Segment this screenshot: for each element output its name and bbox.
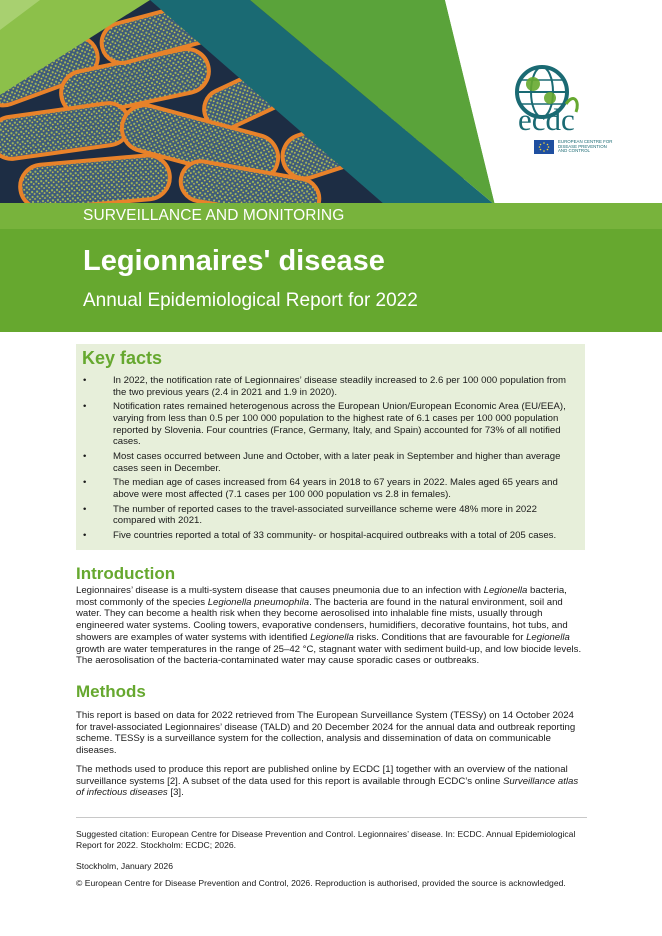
bullet-icon: • xyxy=(83,477,87,489)
introduction-heading: Introduction xyxy=(76,564,176,583)
page-subtitle: Annual Epidemiological Report for 2022 xyxy=(83,290,418,311)
methods-paragraph-2: The methods used to produce this report are published online by ECDC [1] together with an overview of the national surveillance systems [2]. A subset of the data used for this report is available through ECDC’s online Surveillance atlas of infectious diseases [3]. xyxy=(76,764,579,799)
list-item: • The median age of cases increased from 64 years in 2018 to 67 years in 2022. Males aged 65 years and above were most affected (7.1 cases per 100 000 population vs 2.8 in females). xyxy=(83,477,558,500)
bullet-icon: • xyxy=(83,450,87,462)
section-band xyxy=(0,203,662,229)
copyright-text: © European Centre for Disease Prevention and Control, 2026. Reproduction is authorised, provided the source is acknowledged. xyxy=(76,878,566,888)
key-facts-box xyxy=(76,344,585,550)
place-date: Stockholm, January 2026 xyxy=(76,861,173,871)
ecdc-logo xyxy=(510,62,622,162)
citation-text: Suggested citation: European Centre for Disease Prevention and Control. Legionnaires’ disease. In: ECDC. Annual Epidemiological Report for 2022. Stockholm: ECDC; 2026. xyxy=(76,829,576,850)
logo-wordmark: ecdc xyxy=(518,102,575,137)
methods-paragraph-1: This report is based on data for 2022 retrieved from The European Surveillance System (TESSy) on 14 October 2024 for travel-associated Legionnaires’ disease (TALD) and 20 December 2024 for the annual data and outbreak reporting scheme. TESSy is a surveillance system for the collection, analysis and dissemination of data on communicable diseases. xyxy=(76,710,576,757)
page-title: Legionnaires' disease xyxy=(83,245,385,277)
key-facts-heading: Key facts xyxy=(82,348,163,368)
list-item: • Five countries reported a total of 33 community- or hospital-acquired outbreaks with a total of 205 cases. xyxy=(83,530,557,542)
key-facts-list xyxy=(76,375,585,545)
footer-divider xyxy=(76,817,587,818)
list-item: • Notification rates remained heterogenous across the European Union/European Economic Area (EU/EEA), varying from less than 0.5 per 100 000 population to the highest rate of 6.1 cases per 100 000 population reported by Slovenia. Four countries (France, Germany, Italy, and Spain) accounted for 73% of all notified cases. xyxy=(83,401,566,448)
bullet-icon: • xyxy=(83,503,87,515)
atlas-link[interactable]: Surveillance atlas of infectious diseases xyxy=(76,775,579,799)
list-item: • The number of reported cases to the travel-associated surveillance scheme were 48% more in 2022 compared with 2021. xyxy=(83,503,537,527)
section-label: SURVEILLANCE AND MONITORING xyxy=(83,207,345,224)
list-item: • Most cases occurred between June and October, with a later peak in September and higher than average cases seen in December. xyxy=(83,450,561,474)
bullet-icon: • xyxy=(83,401,87,413)
introduction-paragraph: Legionnaires’ disease is a multi-system disease that causes pneumonia due to an infection with Legionella bacteria, most commonly of the species Legionella pneumophila. The bacteria are found in the natural environment, soil and water. They can become a health risk when they become aerosolised into inhalable fine mists, usually through engineered water systems. Cooling towers, evaporative condensers, humidifiers, decorative fountains, hot tubs, and showers are examples of water systems with identified Legionella risks. Conditions that are favourable for Legionella growth are water temperatures in the range of 25–42 °C, stagnant water with sediment build-up, and low biocide levels. The aerosolisation of the bacteria-contaminated water may cause sporadic cases or outbreaks. xyxy=(76,585,582,667)
bullet-icon: • xyxy=(83,375,87,386)
bullet-icon: • xyxy=(83,530,87,542)
methods-heading: Methods xyxy=(76,682,146,701)
title-band xyxy=(0,229,662,332)
logo-agency-name: EUROPEAN CENTRE FOR DISEASE PREVENTION AND CONTROL xyxy=(558,139,613,154)
list-item: • In 2022, the notification rate of Legionnaires’ disease steadily increased to 2.6 per 100 000 population from the two previous years (2.4 in 2021 and 1.9 in 2020). xyxy=(83,375,566,398)
